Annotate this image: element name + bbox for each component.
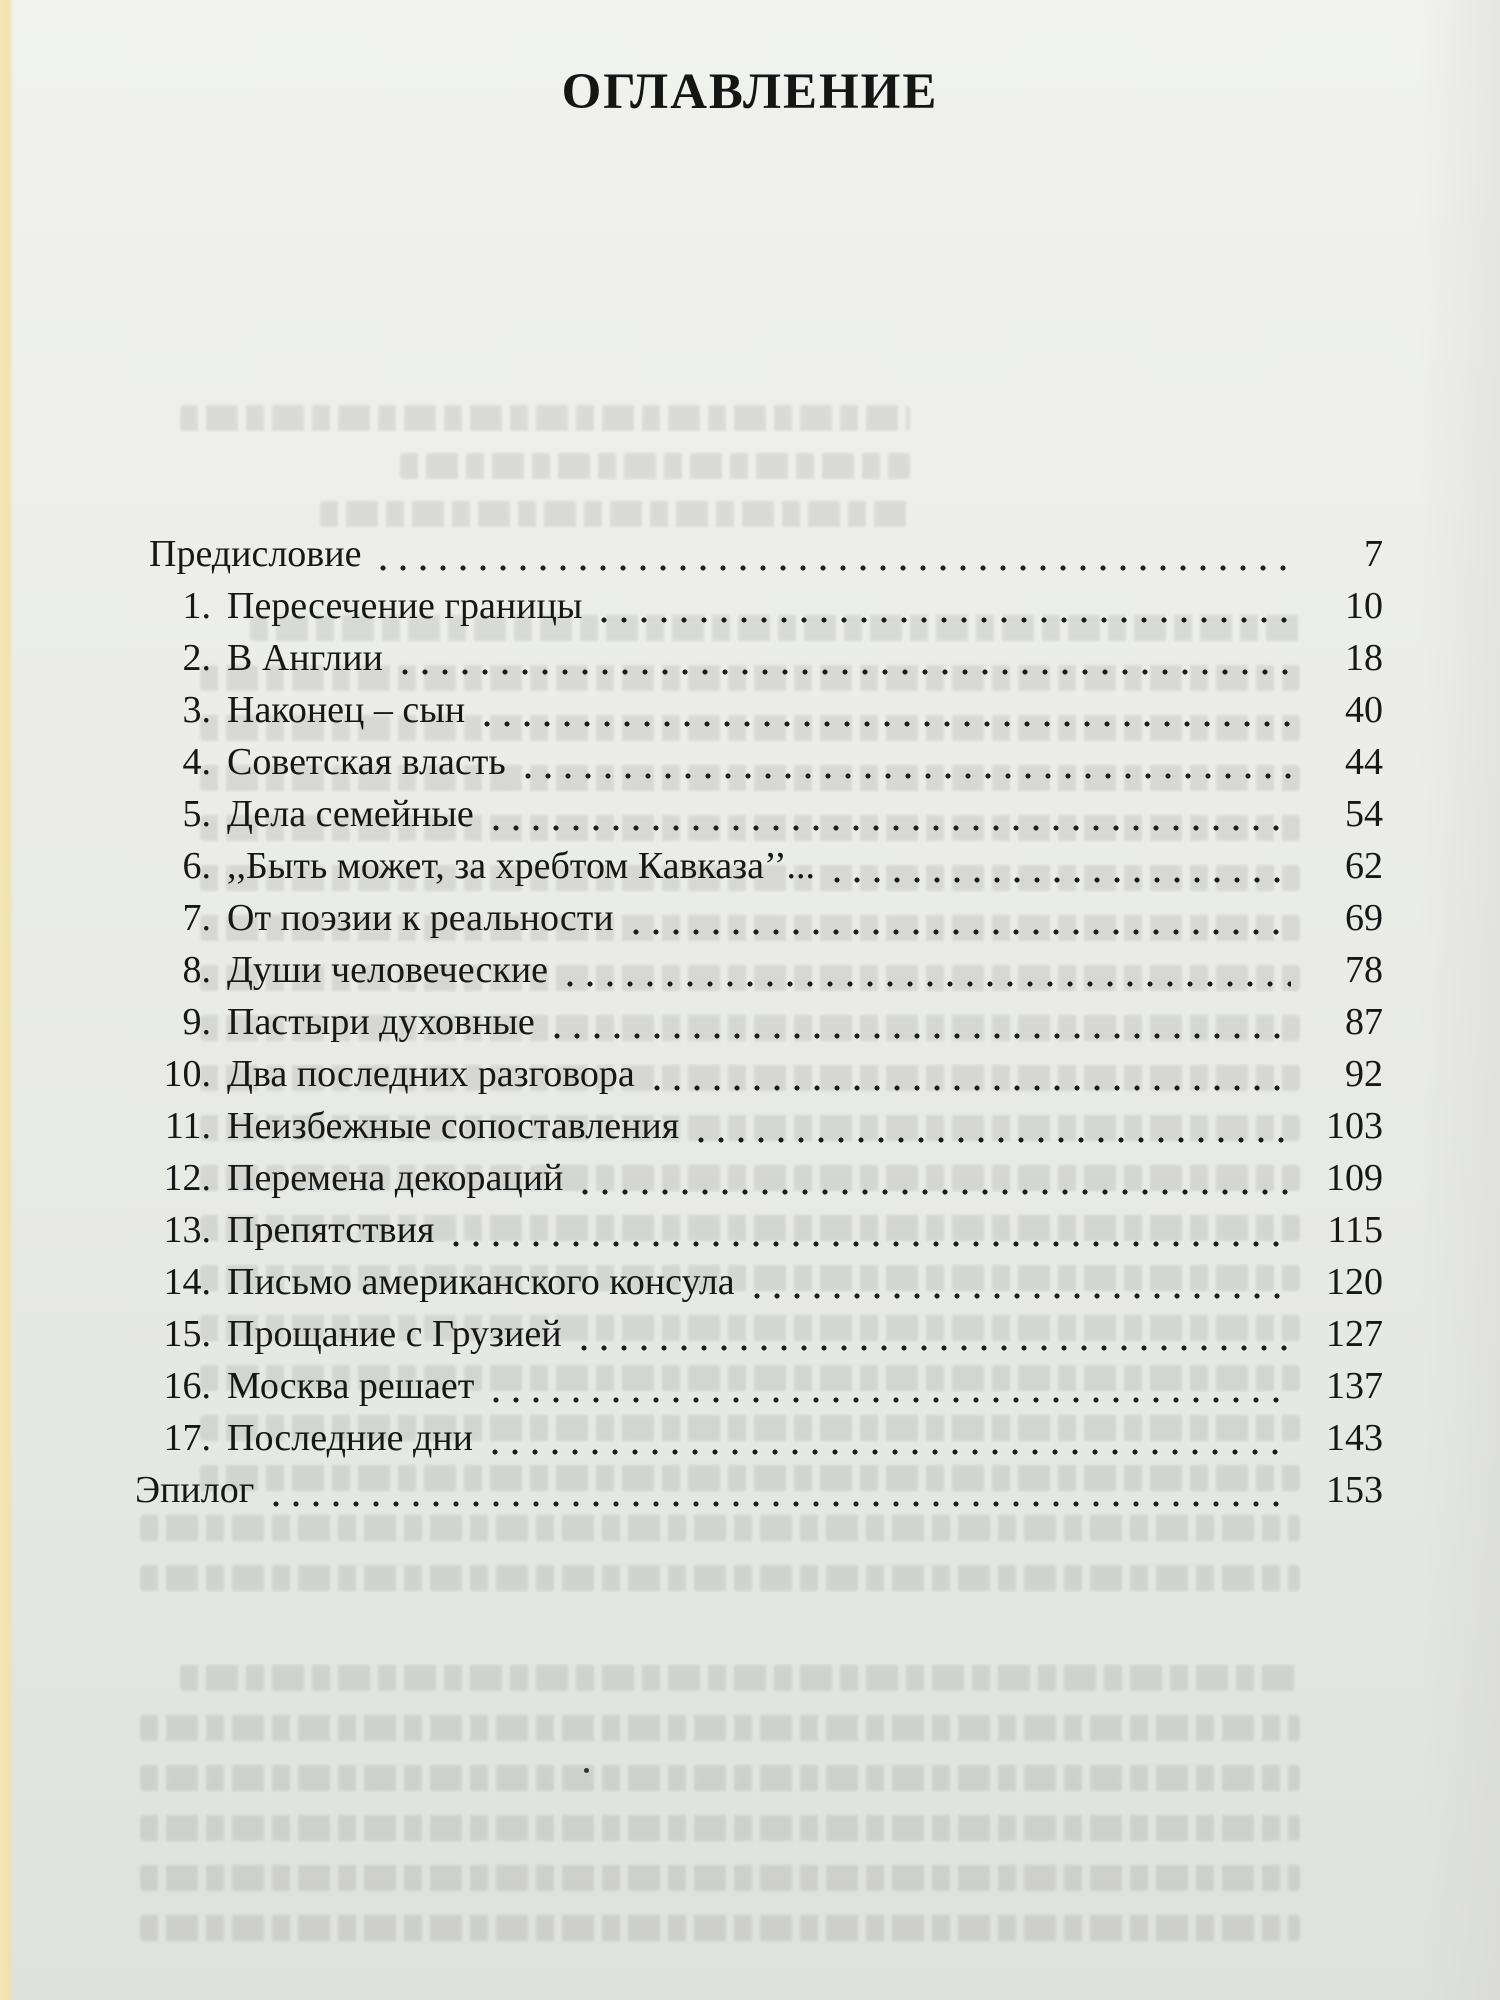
toc-entry-number: 14.: [163, 1261, 211, 1303]
dot-leader: [484, 812, 1291, 842]
dot-leader: [371, 552, 1291, 582]
dot-leader: [645, 1072, 1291, 1102]
toc-entry-title: Души человеческие: [227, 949, 549, 991]
toc-entry: [133, 1208, 1383, 1260]
toc-entry-title: Письмо американского консула: [227, 1261, 735, 1303]
toc-entry-title: Два последних разговора: [227, 1053, 635, 1095]
toc-entry-title: Эпилог: [135, 1469, 255, 1511]
toc-entry-page: 87: [1345, 1001, 1383, 1043]
toc-entry-preface: [133, 532, 1383, 584]
toc-entry-number: 13.: [163, 1209, 211, 1251]
toc-entry-page: 54: [1345, 793, 1383, 835]
toc-entry-page: 103: [1326, 1105, 1383, 1147]
toc-entry: [133, 688, 1383, 740]
toc-entry-title: От поэзии к реальности: [227, 897, 614, 939]
toc-entry-title: Предисловие: [149, 533, 362, 575]
toc-entry-page: 44: [1345, 741, 1383, 783]
toc-entry-number: 2.: [182, 637, 211, 679]
toc-entry-epilogue: [133, 1468, 1383, 1520]
toc-entry-title: Дела семейные: [227, 793, 474, 835]
toc-entry-title: Пересечение границы: [227, 585, 583, 627]
toc-entry-title: Пастыри духовные: [227, 1001, 535, 1043]
toc-entry: [133, 844, 1383, 896]
toc-entry-page: 153: [1326, 1469, 1383, 1511]
toc-entry-number: 9.: [182, 1001, 211, 1043]
dot-leader: [393, 656, 1291, 686]
dot-leader: [545, 1020, 1291, 1050]
toc-entry-number: 15.: [163, 1313, 211, 1355]
toc-entry-page: 120: [1326, 1261, 1383, 1303]
toc-entry: [133, 1364, 1383, 1416]
toc-entry-number: 5.: [182, 793, 211, 835]
toc-entry-title: Москва решает: [227, 1365, 475, 1407]
toc-entry: [133, 1312, 1383, 1364]
toc-entry-page: 69: [1345, 897, 1383, 939]
toc-entry: [133, 740, 1383, 792]
toc-entry-page: 127: [1326, 1313, 1383, 1355]
dot-leader: [689, 1124, 1291, 1154]
toc-entry-title: Советская власть: [227, 741, 506, 783]
toc-entry-page: 143: [1326, 1417, 1383, 1459]
dot-leader: [624, 916, 1291, 946]
dot-leader: [573, 1176, 1291, 1206]
toc-entry-title: Прощание с Грузией: [227, 1313, 562, 1355]
dot-leader: [264, 1488, 1291, 1518]
toc-entry-title: Перемена декораций: [227, 1157, 564, 1199]
dot-leader: [745, 1280, 1291, 1310]
toc-entry-number: 10.: [163, 1053, 211, 1095]
toc-entry-page: 40: [1345, 689, 1383, 731]
dot-leader: [484, 1384, 1291, 1414]
toc-entry-number: 16.: [163, 1365, 211, 1407]
toc-entry: [133, 1000, 1383, 1052]
toc-entry-title: В Англии: [227, 637, 383, 679]
dot-leader: [516, 760, 1291, 790]
dot-leader: [444, 1228, 1291, 1258]
toc-entry-page: 109: [1326, 1157, 1383, 1199]
toc-entry-number: 3.: [182, 689, 211, 731]
toc-entry-page: 78: [1345, 949, 1383, 991]
toc-entry-number: 12.: [163, 1157, 211, 1199]
toc-entry-page: 115: [1327, 1209, 1383, 1251]
toc-entry: [133, 896, 1383, 948]
toc-entry-number: 7.: [182, 897, 211, 939]
toc-entry-page: 18: [1345, 637, 1383, 679]
toc-entry: [133, 792, 1383, 844]
toc-entry-number: 8.: [182, 949, 211, 991]
page-title: ОГЛАВЛЕНИЕ: [561, 64, 939, 120]
toc-entry-page: 62: [1345, 845, 1383, 887]
toc-entry-number: 17.: [163, 1417, 211, 1459]
toc-entry: [133, 1104, 1383, 1156]
toc-entry: [133, 1052, 1383, 1104]
toc-entry-page: 7: [1364, 533, 1383, 575]
toc-entry-number: 11.: [164, 1105, 211, 1147]
toc-entry-title: Наконец – сын: [227, 689, 466, 731]
dot-leader: [825, 864, 1291, 894]
toc-entry-number: 6.: [182, 845, 211, 887]
table-of-contents: [133, 532, 1383, 1520]
dot-leader: [483, 1436, 1291, 1466]
toc-entry-number: 1.: [182, 585, 211, 627]
page-binding-edge: [0, 0, 14, 2000]
toc-entry-title: Последние дни: [227, 1417, 473, 1459]
dot-leader: [592, 604, 1291, 634]
toc-entry: [133, 1416, 1383, 1468]
toc-entry-title: Неизбежные сопоставления: [227, 1105, 680, 1147]
dot-leader: [475, 708, 1291, 738]
paper-speck: [584, 1768, 589, 1773]
toc-entry-page: 137: [1326, 1365, 1383, 1407]
toc-entry-title: ,,Быть может, за хребтом Кавказа’’...: [227, 845, 816, 887]
toc-entry-page: 92: [1345, 1053, 1383, 1095]
toc-entry: [133, 584, 1383, 636]
toc-entry: [133, 636, 1383, 688]
toc-entry: [133, 1260, 1383, 1312]
toc-entry-page: 10: [1345, 585, 1383, 627]
dot-leader: [572, 1332, 1291, 1362]
toc-entry: [133, 1156, 1383, 1208]
toc-entry: [133, 948, 1383, 1000]
toc-entry-title: Препятствия: [227, 1209, 435, 1251]
dot-leader: [558, 968, 1291, 998]
toc-entry-number: 4.: [182, 741, 211, 783]
